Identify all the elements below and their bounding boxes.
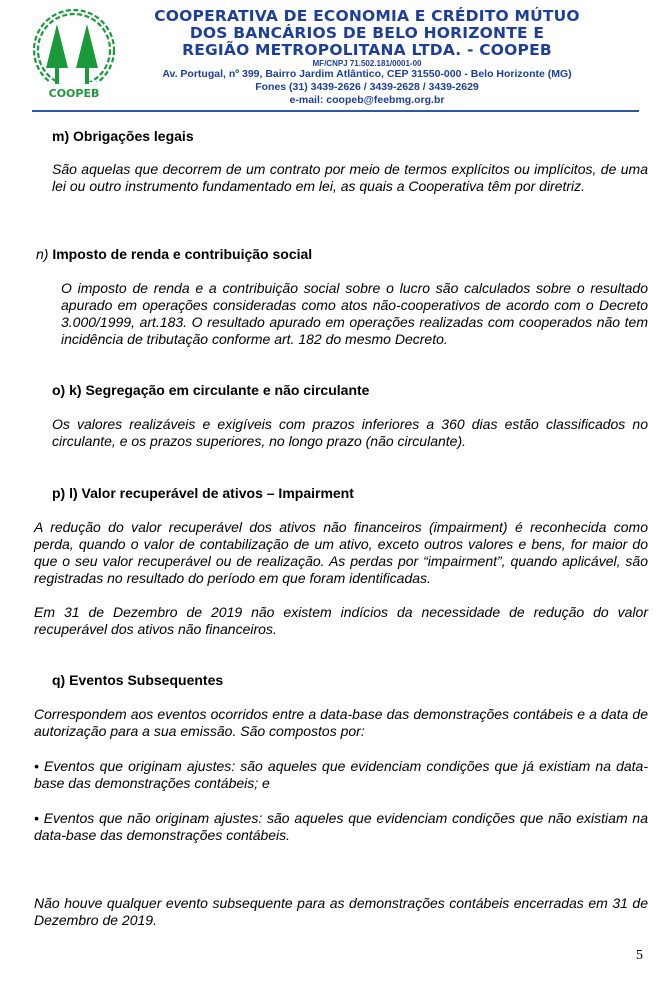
- org-title-line: COOPERATIVA DE ECONOMIA E CRÉDITO MÚTUO: [154, 7, 580, 25]
- address: Av. Portugal, nº 399, Bairro Jardim Atlântico, CEP 31550-000 - Belo Horizonte (MG): [162, 68, 572, 80]
- organization-info: [122, 59, 612, 107]
- section-paragraph-q1: Correspondem aos eventos ocorridos entre a data-base das demonstrações contábeis e a data de autorização para a sua emissão. São compostos por:: [34, 706, 648, 739]
- email: e-mail: coopeb@feebmg.org.br: [289, 94, 445, 106]
- section-paragraph-q2: Não houve qualquer evento subsequente para as demonstrações contábeis encerradas em 31 de Dezembro de 2019.: [34, 895, 648, 928]
- phones: Fones (31) 3439-2626 / 3439-2628 / 3439-2629: [255, 81, 479, 93]
- letterhead: [0, 0, 666, 112]
- cnpj: MF/CNPJ 71.502.181/0001-00: [312, 59, 422, 68]
- section-paragraph-p1: A redução do valor recuperável dos ativos não financeiros (impairment) é reconhecida como perda, quando o valor de contabilização de um ativo, exceto outros valores e bens, for maior do que o seu valor recuperável ou de realização. As perdas por “impairment”, quando aplicável, são registradas no resultado do período em que foram identificadas.: [34, 519, 648, 586]
- section-title-n: Imposto de renda e contribuição social: [52, 246, 313, 262]
- section-bullet-q2: • Eventos que não originam ajustes: são aqueles que evidenciam condições que não existiam na data-base das demonstrações contábeis.: [34, 810, 648, 843]
- header-divider: [32, 110, 639, 112]
- section-heading-q: q) Eventos Subsequentes: [52, 672, 224, 688]
- section-paragraph-m: São aquelas que decorrem de um contrato por meio de termos explícitos ou implícitos, de uma lei ou outro instrumento fundamentado em lei, as quais a Cooperativa têm por diretriz.: [52, 161, 648, 194]
- section-heading-o: o) k) Segregação em circulante e não circulante: [52, 382, 370, 398]
- section-label-n: n): [36, 246, 49, 262]
- org-title-line: DOS BANCÁRIOS DE BELO HORIZONTE E: [189, 24, 545, 42]
- section-heading-p: p) l) Valor recuperável de ativos – Impairment: [52, 485, 354, 501]
- section-paragraph-o: Os valores realizáveis e exigíveis com prazos inferiores a 360 dias estão classificados no circulante, e os prazos superiores, no longo prazo (não circulante).: [52, 416, 648, 449]
- coopeb-logo: [28, 6, 120, 102]
- logo-text: COOPEB: [48, 87, 100, 100]
- section-bullet-q1: • Eventos que originam ajustes: são aqueles que evidenciam condições que já existiam na data-base das demonstrações contábeis; e: [34, 758, 648, 791]
- org-title-line: REGIÃO METROPOLITANA LTDA. - COOPEB: [182, 41, 552, 59]
- section-paragraph-n: O imposto de renda e a contribuição social sobre o lucro são calculados sobre o resultado apurado em operações consideradas como atos não-cooperativos de acordo com o Decreto 3.000/1999, art.183. O resultado apurado em operações realizadas com cooperados não tem incidência de tributação conforme art. 182 do mesmo Decreto.: [61, 280, 648, 347]
- section-heading-n: [36, 246, 312, 262]
- page-number: 5: [636, 948, 643, 963]
- section-heading-m: m) Obrigações legais: [52, 128, 194, 144]
- organization-name: [122, 8, 612, 59]
- section-paragraph-p2: Em 31 de Dezembro de 2019 não existem indícios da necessidade de redução do valor recuperável dos ativos não financeiros.: [34, 604, 648, 637]
